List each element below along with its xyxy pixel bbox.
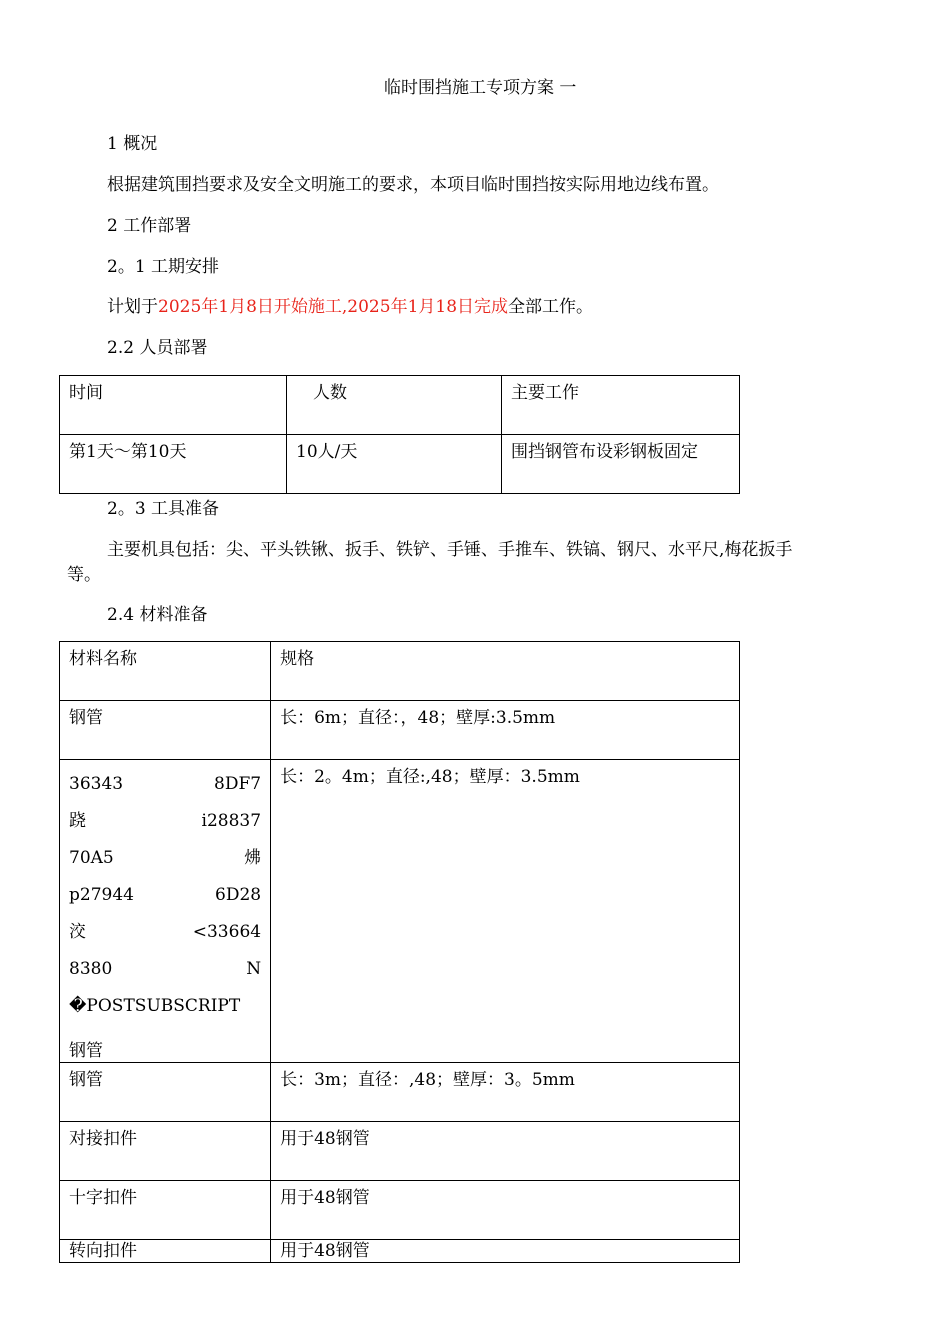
section-2-4-heading: 2.4 材料准备 bbox=[107, 605, 208, 625]
table-cell: 对接扣件 bbox=[60, 1122, 271, 1181]
garbled-text: 跷 bbox=[69, 811, 86, 831]
garbled-line bbox=[69, 840, 261, 877]
schedule-paragraph bbox=[107, 296, 593, 318]
schedule-suffix: 全部工作。 bbox=[508, 297, 594, 317]
material-table bbox=[59, 641, 740, 1263]
section-2-3-heading: 2。3 工具准备 bbox=[107, 499, 220, 519]
table-row bbox=[60, 1240, 740, 1263]
section-2-1-heading: 2。1 工期安排 bbox=[107, 257, 220, 277]
tools-text-line1: 主要机具包括：尖、平头铁锹、扳手、铁铲、手锤、手推车、铁镐、钢尺、水平尺,梅花扳手 bbox=[107, 540, 793, 560]
staff-table bbox=[59, 375, 740, 494]
garbled-text: i28837 bbox=[201, 811, 262, 831]
table-row bbox=[60, 760, 740, 1063]
tools-text-line2: 等。 bbox=[67, 565, 101, 585]
table-cell: 10人/天 bbox=[287, 435, 502, 494]
table-row bbox=[60, 1181, 740, 1240]
garbled-text: N bbox=[246, 959, 262, 979]
table-header-row bbox=[60, 376, 740, 435]
table-cell-garbled bbox=[60, 760, 271, 1063]
garbled-line bbox=[69, 951, 261, 1025]
page-title: 临时围挡施工专项方案 一 bbox=[384, 78, 577, 98]
garbled-last-label: 钢管 bbox=[69, 1041, 103, 1061]
section-1-text: 根据建筑围挡要求及安全文明施工的要求，本项目临时围挡按实际用地边线布置。 bbox=[107, 175, 719, 195]
table-header-row bbox=[60, 642, 740, 701]
table-cell: 用于48钢管 bbox=[271, 1181, 740, 1240]
table-cell: 用于48钢管 bbox=[271, 1122, 740, 1181]
table-header-cell: 材料名称 bbox=[60, 642, 271, 701]
table-cell: 钢管 bbox=[60, 1063, 271, 1122]
garbled-text: 36343 bbox=[69, 774, 124, 794]
garbled-line bbox=[69, 877, 261, 914]
garbled-text: 炥 bbox=[244, 848, 262, 868]
table-row bbox=[60, 701, 740, 760]
table-header-cell: 规格 bbox=[271, 642, 740, 701]
garbled-line bbox=[69, 803, 261, 840]
schedule-dates: 2025年1月8日开始施工,2025年1月18日完成 bbox=[158, 297, 509, 317]
table-cell: 长：6m；直径：，48；壁厚:3.5mm bbox=[271, 701, 740, 760]
garbled-line bbox=[69, 766, 261, 803]
table-cell: 十字扣件 bbox=[60, 1181, 271, 1240]
garbled-text: 洨 bbox=[69, 922, 86, 942]
garbled-text: 70A5 bbox=[69, 848, 114, 868]
table-row bbox=[60, 435, 740, 494]
garbled-text: 8DF7 bbox=[214, 774, 262, 794]
table-row bbox=[60, 1122, 740, 1181]
garbled-text: 6D28 bbox=[215, 885, 262, 905]
table-cell: 钢管 bbox=[60, 701, 271, 760]
table-header-cell: 时间 bbox=[60, 376, 287, 435]
table-cell: 第1天～第10天 bbox=[60, 435, 287, 494]
table-cell: 围挡钢管布设彩钢板固定 bbox=[502, 435, 740, 494]
table-cell: 长：3m；直径：,48；壁厚：3。5mm bbox=[271, 1063, 740, 1122]
garbled-line bbox=[69, 914, 261, 951]
section-2-heading: 2 工作部署 bbox=[107, 216, 192, 236]
table-header-cell: 主要工作 bbox=[502, 376, 740, 435]
table-row bbox=[60, 1063, 740, 1122]
garbled-text: p27944 bbox=[69, 885, 134, 905]
table-cell: 用于48钢管 bbox=[271, 1240, 740, 1263]
table-cell: 长：2。4m；直径:,48；壁厚：3.5mm bbox=[271, 760, 740, 1063]
garbled-text: 8380 �POSTSUBSCRIPT bbox=[69, 959, 241, 1016]
garbled-text: <33664 bbox=[192, 922, 262, 942]
table-header-cell: 人数 bbox=[287, 376, 502, 435]
schedule-prefix: 计划于 bbox=[107, 297, 158, 317]
section-2-2-heading: 2.2 人员部署 bbox=[107, 338, 208, 358]
table-cell: 转向扣件 bbox=[60, 1240, 271, 1263]
section-1-heading: 1 概况 bbox=[107, 134, 158, 154]
